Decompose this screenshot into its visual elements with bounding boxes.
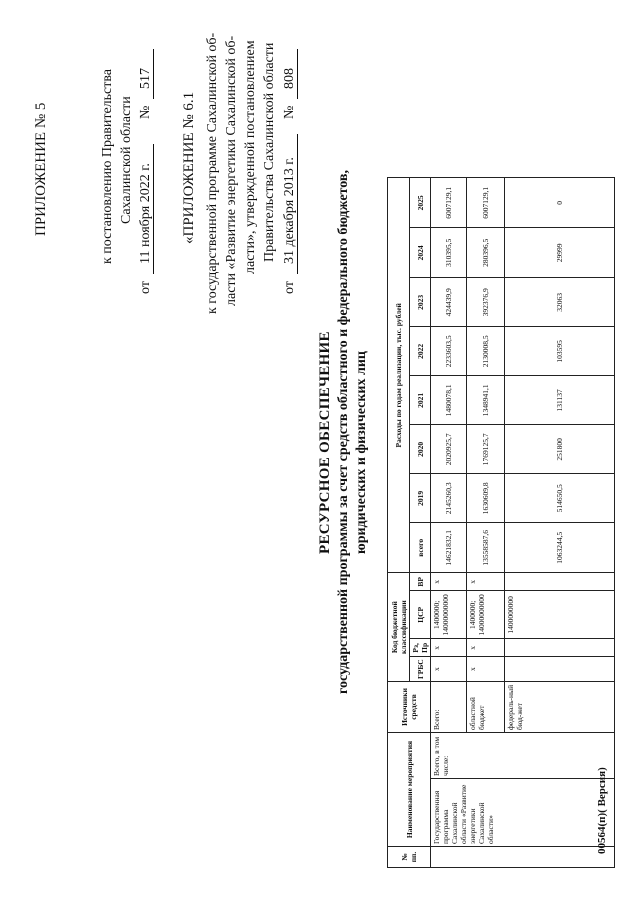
total-cell: 13558587,6 bbox=[467, 523, 505, 573]
value-cell: 280396,5 bbox=[467, 228, 505, 278]
value-cell: 2020925,7 bbox=[431, 425, 467, 474]
from2-label: от bbox=[282, 281, 297, 294]
rzpr-cell: х bbox=[431, 639, 467, 657]
header-expenses: Расходы по годам реализации, тыс. рублей bbox=[388, 178, 410, 573]
value-cell: 1630609,8 bbox=[467, 474, 505, 523]
header-rzpr: Рз, Пр bbox=[410, 639, 431, 657]
number-label: № bbox=[138, 105, 153, 119]
header-year: 2025 bbox=[410, 178, 431, 228]
from-label: от bbox=[138, 281, 153, 294]
value-cell: 103595 bbox=[505, 327, 615, 376]
header-year: 2020 bbox=[410, 425, 431, 474]
header-csr: ЦСР bbox=[410, 591, 431, 639]
number2-label: № bbox=[282, 105, 297, 119]
value-cell: 29999 bbox=[505, 228, 615, 278]
version-footer: 00564(п)( Версия) bbox=[596, 767, 608, 854]
value-cell: 2233603,5 bbox=[431, 327, 467, 376]
header-year: 2021 bbox=[410, 376, 431, 425]
appendix-line2: Сахалинской области bbox=[119, 96, 134, 224]
doc-subtitle-1: государственной программы за счет средств областного и федерального бюджетов, bbox=[336, 170, 351, 694]
appendix-title: ПРИЛОЖЕНИЕ № 5 bbox=[33, 102, 49, 236]
total-cell: 14621832,1 bbox=[431, 523, 467, 573]
value-cell: 131137 bbox=[505, 376, 615, 425]
header-year: 2023 bbox=[410, 278, 431, 327]
table-row bbox=[431, 178, 467, 868]
value-cell: 2130008,5 bbox=[467, 327, 505, 376]
value-cell: 1348941,1 bbox=[467, 376, 505, 425]
appendix-line1: к постановлению Правительства bbox=[100, 68, 115, 264]
header-funding-source: Источники средств bbox=[388, 682, 431, 733]
value-cell: 1769125,7 bbox=[467, 425, 505, 474]
program-number: 808 bbox=[282, 68, 297, 89]
rzpr-cell bbox=[505, 639, 615, 657]
header-no: № пп. bbox=[388, 847, 431, 868]
vr-cell bbox=[505, 573, 615, 591]
grbs-cell bbox=[505, 657, 615, 682]
header-year: 2024 bbox=[410, 228, 431, 278]
value-cell: 424439,9 bbox=[431, 278, 467, 327]
value-cell: 251800 bbox=[505, 425, 615, 474]
value-cell: 1480078,1 bbox=[431, 376, 467, 425]
rzpr-cell: х bbox=[467, 639, 505, 657]
decree-number: 517 bbox=[138, 68, 153, 89]
header-measure-name: Наименование мероприятия bbox=[388, 733, 431, 847]
source-cell: Всего: bbox=[431, 682, 467, 733]
total-cell: 1063244,5 bbox=[505, 523, 615, 573]
decree-date: 11 ноября 2022 г. bbox=[138, 163, 153, 264]
doc-subtitle-2: юридических и физических лиц bbox=[354, 351, 369, 554]
value-cell: 2145260,3 bbox=[431, 474, 467, 523]
appendix2-line1: к государственной программе Сахалинской об- bbox=[205, 32, 220, 314]
header-year: 2019 bbox=[410, 474, 431, 523]
value-cell: 6007129,1 bbox=[431, 178, 467, 228]
program-date: 31 декабря 2013 г. bbox=[282, 157, 297, 264]
value-cell: 32063 bbox=[505, 278, 615, 327]
header-grbs: ГРБС bbox=[410, 657, 431, 682]
program-name: Государственная программа Сахалинской области «Развитие энергетики Сахалинской области» bbox=[431, 779, 615, 847]
csr-cell: 1400000; 14000000000 bbox=[467, 591, 505, 639]
grbs-cell: х bbox=[431, 657, 467, 682]
value-cell: 6007129,1 bbox=[467, 178, 505, 228]
header-vr: ВР bbox=[410, 573, 431, 591]
grbs-cell: х bbox=[467, 657, 505, 682]
source-cell: областной бюджет bbox=[467, 682, 505, 733]
resource-table bbox=[387, 177, 615, 868]
header-year: 2022 bbox=[410, 327, 431, 376]
csr-cell: 1400000000 bbox=[505, 591, 615, 639]
header-total: всего bbox=[410, 523, 431, 573]
appendix2-title: «ПРИЛОЖЕНИЕ № 6.1 bbox=[181, 91, 197, 244]
value-cell: 0 bbox=[505, 178, 615, 228]
appendix2-line3: ласти», утвержденной постановлением bbox=[243, 40, 258, 274]
source-cell: федераль-ный бюд-жет bbox=[505, 682, 615, 733]
appendix2-line2: ласти «Развитие энергетики Сахалинской об- bbox=[224, 35, 239, 306]
value-cell: 310395,5 bbox=[431, 228, 467, 278]
vr-cell: х bbox=[467, 573, 505, 591]
appendix2-line4: Правительства Сахалинской области bbox=[262, 42, 277, 262]
doc-title: РЕСУРСНОЕ ОБЕСПЕЧЕНИЕ bbox=[317, 331, 333, 554]
header-budget-code: Код бюджетной классификации bbox=[388, 573, 410, 682]
vr-cell: х bbox=[431, 573, 467, 591]
value-cell: 514650,5 bbox=[505, 474, 615, 523]
csr-cell: 1400000; 14000000000 bbox=[431, 591, 467, 639]
value-cell: 392376,9 bbox=[467, 278, 505, 327]
including-label: Всего, в том числе: bbox=[431, 733, 615, 779]
row-number-cell bbox=[431, 847, 615, 868]
